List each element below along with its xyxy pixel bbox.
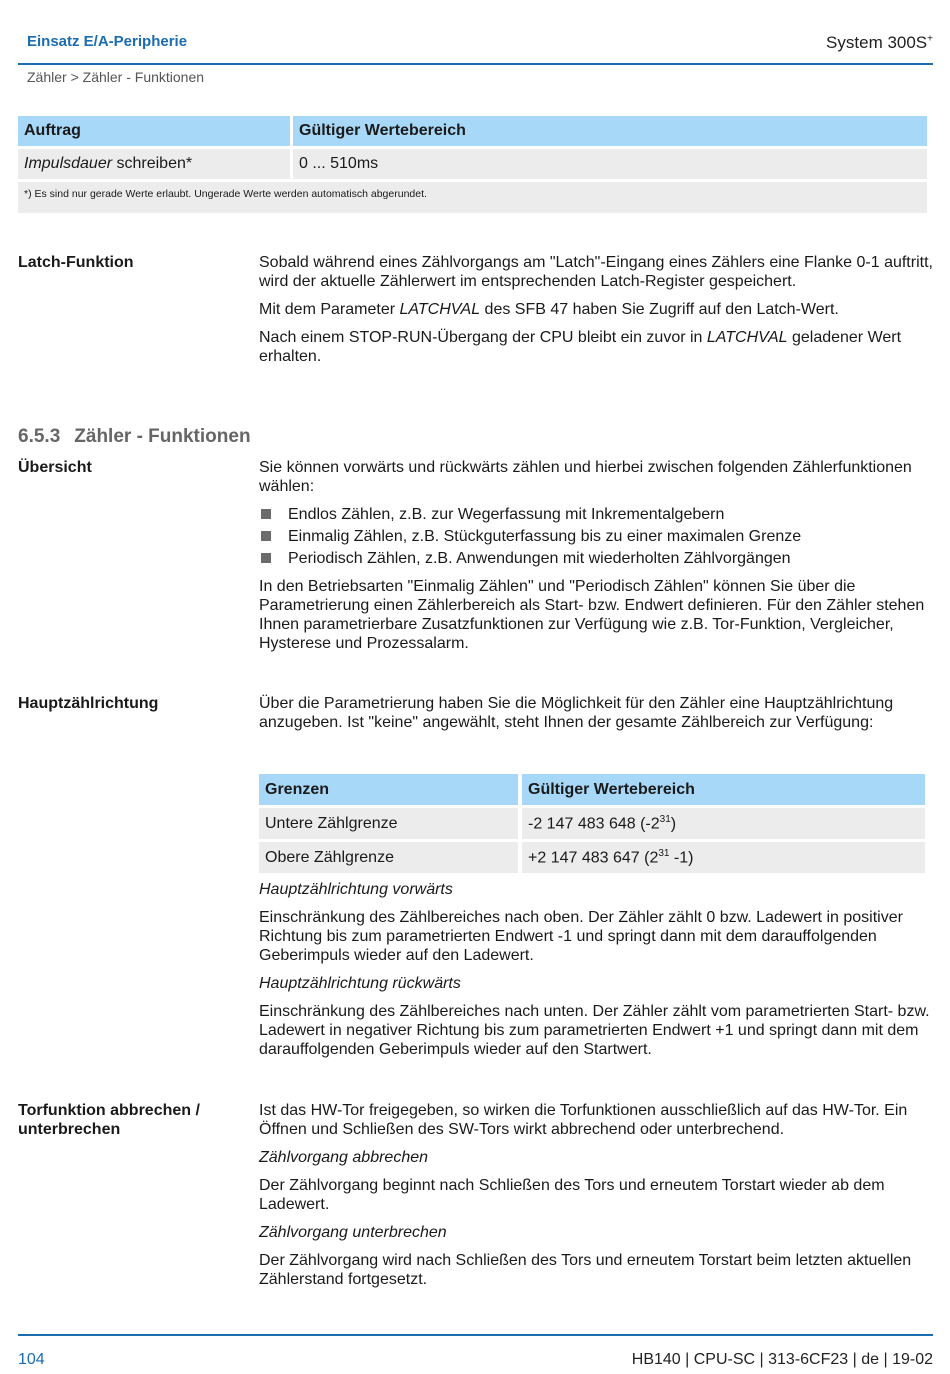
abort-title: Zählvorgang abbrechen: [259, 1149, 429, 1166]
table-cell-value: +2 147 483 647 ($2^{31}$ -1): [522, 842, 925, 873]
table-footnote: *) Es sind nur gerade Werte erlaubt. Ungerade Werte werden automatisch abgerundet.: [18, 182, 927, 213]
overview-outro: In den Betriebsarten "Einmalig Zählen" und "Periodisch Zählen" können Sie über die Parametrierung einen Zählerbereich als Start- bzw. Endwert definieren. Für den Zähler stehen Ihnen parametrierbare Zusatzfunktionen zur Verfügung wie z.B. Tor-Funktion, Vergleicher, Hysterese und Prozessalarm.: [259, 578, 925, 652]
table-header-range: Gültiger Wertebereich: [293, 116, 927, 146]
table-cell-range: 0 ... 510ms: [293, 149, 927, 179]
system-sup: +: [927, 33, 933, 45]
backward-text: Einschränkung des Zählbereiches nach unten. Der Zähler zählt vom parametrierten Start- bzw. Ladewert in negativer Richtung bis zum parametrierten Endwert +1 und springt dann mit dem darauffolgenden Geberimpuls wieder auf den Startwert.: [259, 1003, 930, 1058]
table-cell-value: -2 147 483 648 $(-2^{31})$: [522, 808, 925, 839]
interrupt-text: Der Zählvorgang wird nach Schließen des Tors und erneutem Torstart beim letzten aktuellen Zählerstand fortgesetzt.: [259, 1252, 912, 1288]
forward-title: Hauptzählrichtung vorwärts: [259, 881, 453, 898]
latch-label: Latch-Funktion: [18, 254, 134, 271]
table-cell-order: [18, 149, 290, 179]
impulse-italic: Impulsdauer: [24, 155, 113, 172]
forward-text: Einschränkung des Zählbereiches nach oben. Der Zähler zählt 0 bzw. Ladewert in positiver Richtung bis zum parametrierten Endwert -1 und springt dann mit dem darauffolgenden Geberimpuls wieder auf den Ladewert.: [259, 909, 903, 964]
table-header-limits: Grenzen: [259, 774, 518, 805]
bullet-square-icon: [261, 509, 271, 519]
system-name: System 300S: [826, 33, 928, 52]
bullet-square-icon: [261, 531, 271, 541]
breadcrumb: Zähler > Zähler - Funktionen: [27, 69, 205, 85]
bullet-square-icon: [261, 553, 271, 563]
system-title: [826, 33, 933, 53]
chapter-title: Einsatz E/A-Peripherie: [27, 33, 188, 50]
table-header-order: Auftrag: [18, 116, 290, 146]
abort-text: Der Zählvorgang beginnt nach Schließen des Tors und erneutem Torstart wieder ab dem Ladewert.: [259, 1177, 885, 1213]
gate-body: [259, 1101, 935, 1298]
table-row: [259, 842, 925, 873]
table-cell-name: Obere Zählgrenze: [259, 842, 518, 873]
latch-p1: Sobald während eines Zählvorgangs am "Latch"-Eingang eines Zählers eine Flanke 0-1 auftritt, wird der aktuelle Zählerwert im entsprechenden Latch-Register gespeichert.: [259, 254, 933, 290]
interrupt-title: Zählvorgang unterbrechen: [259, 1224, 447, 1241]
latch-p3: Nach einem STOP-RUN-Übergang der CPU bleibt ein zuvor in LATCHVAL geladener Wert erhalten.: [259, 329, 902, 365]
direction-intro-block: [259, 694, 935, 741]
table-cell-name: Untere Zählgrenze: [259, 808, 518, 839]
overview-body: [259, 458, 935, 662]
impulse-table: [15, 113, 930, 216]
gate-label: Torfunktion abbrechen / unterbrechen: [18, 1102, 200, 1138]
overview-intro: Sie können vorwärts und rückwärts zählen und hierbei zwischen folgenden Zählerfunktionen wählen:: [259, 459, 912, 495]
direction-label: Hauptzählrichtung: [18, 695, 159, 712]
header-rule: [18, 63, 933, 65]
direction-details: [259, 880, 935, 1068]
section-heading: [18, 426, 251, 448]
direction-intro: Über die Parametrierung haben Sie die Möglichkeit für den Zähler eine Hauptzählrichtung anzugeben. Ist "keine" angewählt, steht Ihnen der gesamte Zählbereich zur Verfügung:: [259, 695, 894, 731]
table-row: [259, 808, 925, 839]
list-item: Periodisch Zählen, z.B. Anwendungen mit wiederholten Zählvorgängen: [259, 549, 935, 568]
list-item: Endlos Zählen, z.B. zur Wegerfassung mit Inkrementalgebern: [259, 505, 935, 524]
list-item: Einmalig Zählen, z.B. Stückguterfassung bis zu einer maximalen Grenze: [259, 527, 935, 546]
footer-rule: [18, 1334, 933, 1336]
page-number: 104: [18, 1351, 45, 1368]
impulse-rest: schreiben*: [112, 155, 193, 172]
section-number: 6.5.3: [18, 426, 61, 447]
document-id: HB140 | CPU-SC | 313-6CF23 | de | 19-02: [631, 1351, 933, 1368]
table-row: [18, 149, 927, 179]
latch-p2: Mit dem Parameter LATCHVAL des SFB 47 haben Sie Zugriff auf den Latch-Wert.: [259, 301, 839, 318]
section-title: Zähler - Funktionen: [74, 426, 251, 447]
latch-body: [259, 253, 935, 375]
function-list: [259, 505, 935, 568]
table-header-range: Gültiger Wertebereich: [522, 774, 925, 805]
limits-table: [255, 771, 929, 876]
gate-intro: Ist das HW-Tor freigegeben, so wirken die Torfunktionen ausschließlich auf das HW-Tor. Ein Öffnen und Schließen des SW-Tors wirkt abbrechend oder unterbrechend.: [259, 1102, 908, 1138]
backward-title: Hauptzählrichtung rückwärts: [259, 975, 461, 992]
overview-label: Übersicht: [18, 459, 92, 476]
